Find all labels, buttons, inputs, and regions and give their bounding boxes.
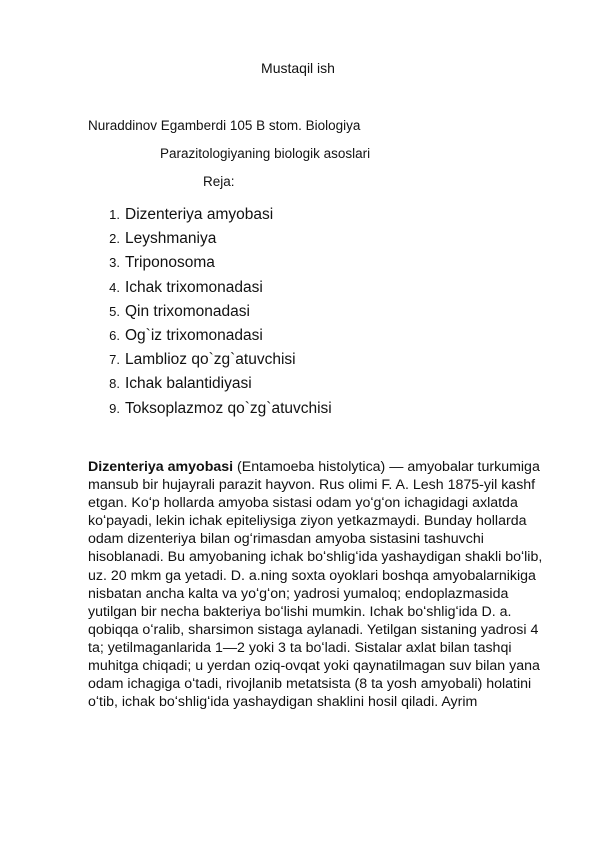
list-item [88, 372, 332, 396]
list-item-number: 4. [109, 279, 120, 295]
list-item-text: Lamblioz qo`zg`atuvchisi [125, 351, 296, 369]
list-item-number: 3. [109, 255, 120, 271]
paragraph-text: (Entamoeba histolytica) — amyobalar turkumiga mansub bir hujayrali parazit hayvon. Rus olimi F. A. Lesh 1875-yil kashf etgan. Koʻp hollarda amyoba sistasi odam yoʻgʻon ichagidagi axlatda koʻpayadi, lekin ichak epiteliysiga ziyon yetkazmaydi. Bunday hollarda odam dizenteriya bilan ogʻrimasdan amyoba sistasini tashuvchi hisoblanadi. Bu amyobaning ichak boʻshligʻida yashaydigan shakli boʻlib, uz. 20 mkm ga yetadi. D. a.ning soxta oyoklari boshqa amyobalarnikiga nisbatan ancha kalta va yoʻgʻon; yadrosi yumaloq; endoplazmasida yutilgan bir necha bakteriya boʻlishi mumkin. Ichak boʻshligʻida D. a. qobiqqa oʻralib, sharsimon sistaga aylanadi. Yetilgan sistaning yadrosi 4 ta; yetilmaganlarida 1—2 yoki 3 ta boʻladi. Sistalar axlat bilan tashqi muhitga chiqadi; u yerdan oziq-ovqat yoki qaynatilmagan suv bilan yana odam ichagiga oʻtadi, rivojlanib metatsista (8 ta yosh amyobali) holatini oʻtib, ichak boʻshligʻida yashaydigan shaklini hosil qiladi. Ayrim [88, 459, 543, 711]
list-item-number: 8. [109, 376, 120, 392]
list-item-number: 1. [109, 207, 120, 222]
body-paragraph [88, 458, 558, 711]
list-item-text: Leyshmaniya [125, 230, 217, 248]
plan-list [88, 203, 332, 421]
lead-term: Dizenteriya amyobasi [88, 459, 234, 475]
list-item-text: Triponosoma [125, 254, 215, 272]
list-item-text: Qin trixomonadasi [125, 302, 250, 320]
list-item-text: Toksoplazmoz qo`zg`atuvchisi [125, 399, 332, 417]
list-item-text: Ichak balantidiyasi [125, 375, 252, 393]
list-item [88, 300, 332, 324]
list-item-number: 2. [109, 231, 120, 247]
list-item [88, 276, 332, 300]
topic-heading: Parazitologiyaning biologik asoslari [160, 146, 371, 161]
list-item-text: Og`iz trixomonadasi [125, 326, 263, 344]
plan-label: Reja: [203, 174, 235, 189]
list-item-number: 7. [109, 352, 120, 368]
list-item-number: 6. [109, 327, 120, 343]
list-item [88, 324, 332, 348]
list-item-text: Ichak trixomonadasi [125, 278, 263, 296]
list-item-text: Dizenteriya amyobasi [125, 206, 274, 223]
list-item [88, 397, 332, 421]
list-item [88, 227, 332, 251]
document-title: Mustaqil ish [261, 60, 335, 76]
list-item [88, 203, 332, 227]
author-line: Nuraddinov Egamberdi 105 B stom. Biologiya [88, 118, 361, 133]
list-item-number: 5. [109, 303, 120, 319]
list-item [88, 251, 332, 275]
list-item [88, 348, 332, 372]
list-item-number: 9. [109, 400, 120, 416]
